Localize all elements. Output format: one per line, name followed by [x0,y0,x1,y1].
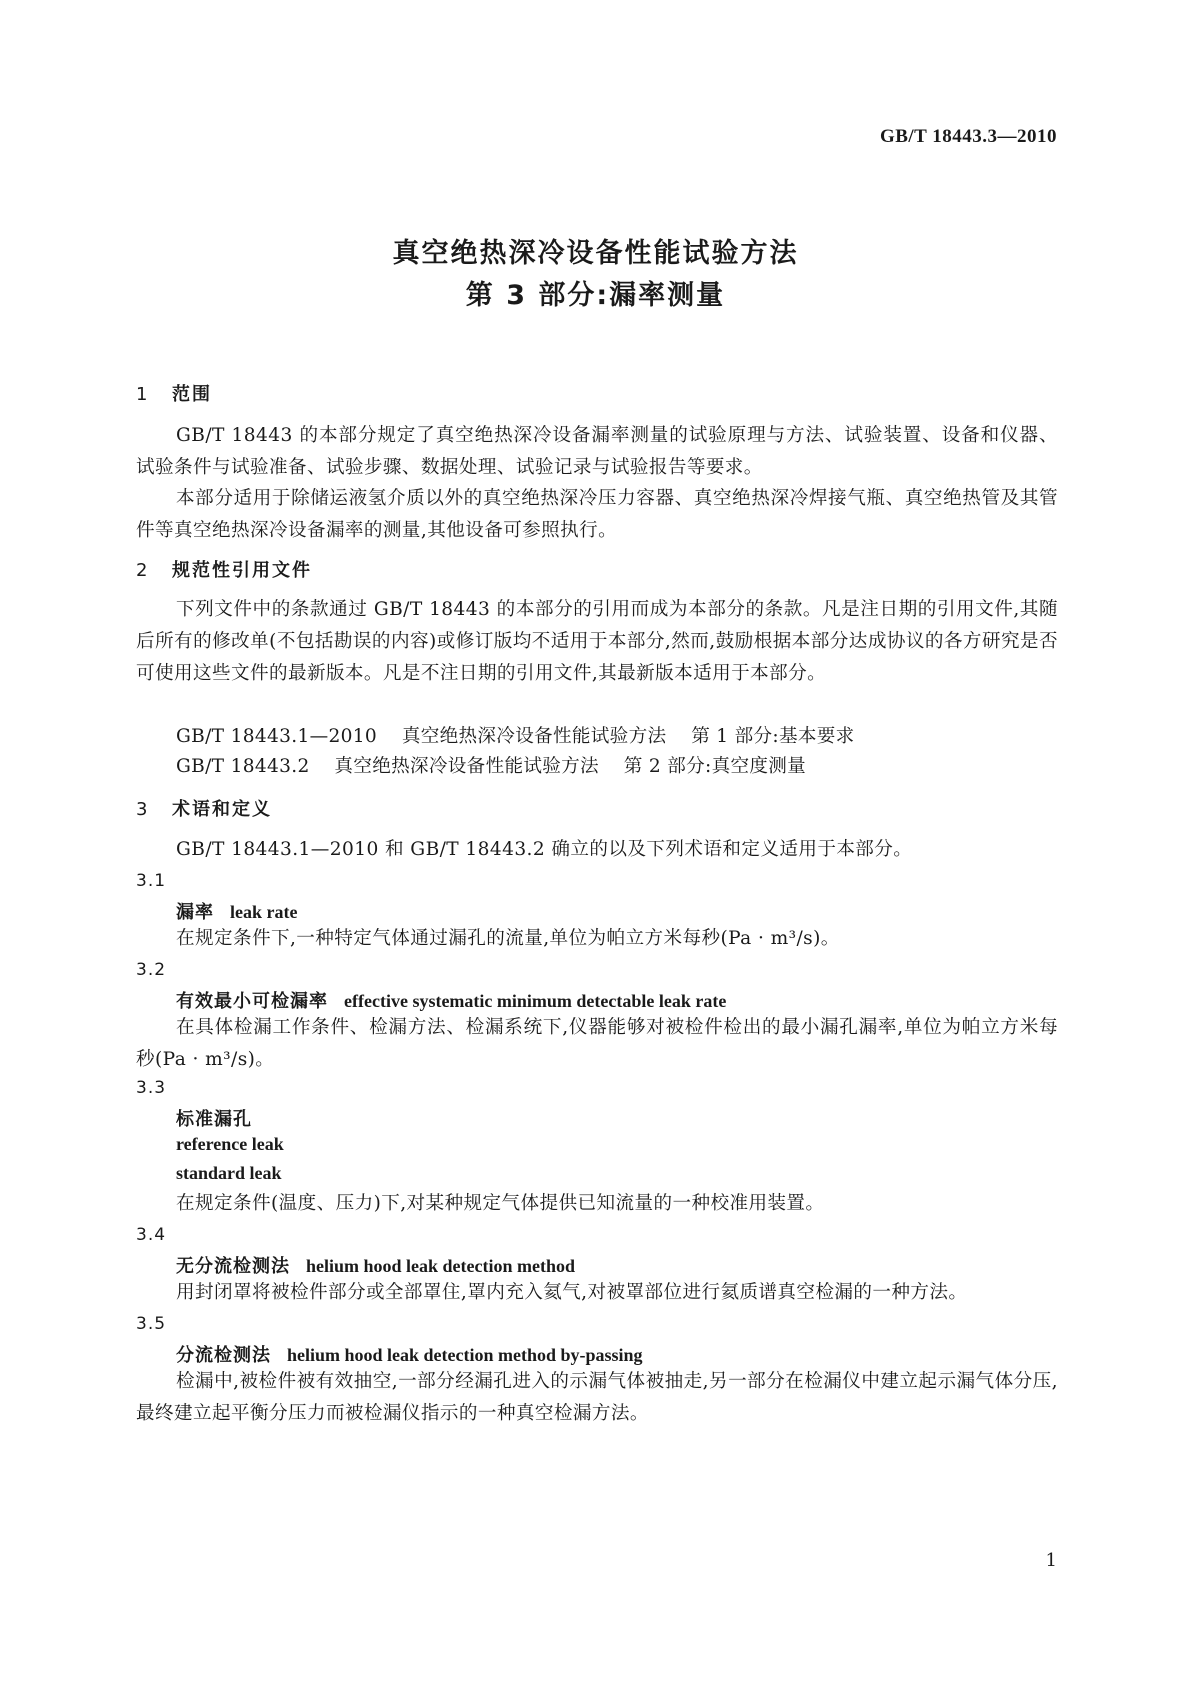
clause-number: 3.4 [136,1225,167,1245]
section-1-heading [136,380,212,406]
term-entry [176,987,726,1013]
page-number: 1 [1045,1550,1057,1571]
section-2-heading [136,556,312,582]
clause-number: 3.1 [136,871,167,891]
term-definition: 检漏中,被检件被有效抽空,一部分经漏孔进入的示漏气体被抽走,另一部分在检漏仪中建立起示漏气体分压,最终建立起平衡分压力而被检漏仪指示的一种真空检漏方法。 [136,1371,1058,1424]
section-1-paragraph-1: GB/T 18443 的本部分规定了真空绝热深冷设备漏率测量的试验原理与方法、试验装置、设备和仪器、试验条件与试验准备、试验步骤、数据处理、试验记录与试验报告等要求。 [136,425,1058,478]
term-definition: 用封闭罩将被检件部分或全部罩住,罩内充入氦气,对被罩部位进行氦质谱真空检漏的一种方法。 [176,1282,968,1303]
clause-number: 3.2 [136,960,167,980]
standard-code: GB/T 18443.3—2010 [879,126,1057,147]
document-subtitle: 第 3 部分:漏率测量 [465,280,726,311]
term-chinese: 有效最小可检漏率 [176,991,328,1012]
term-definition: 在规定条件下,一种特定气体通过漏孔的流量,单位为帕立方米每秒(Pa · m³/s)。 [176,928,840,949]
term-entry [176,898,297,924]
term-chinese: 漏率 [176,902,214,923]
term-english: effective systematic minimum detectable leak rate [344,991,727,1011]
clause-number: 3.3 [136,1078,167,1098]
term-entry [176,1134,284,1155]
term-chinese: 无分流检测法 [176,1256,290,1277]
section-title: 术语和定义 [172,799,272,820]
normative-reference-2: GB/T 18443.2 真空绝热深冷设备性能试验方法 第 2 部分:真空度测量 [176,756,807,777]
section-3-heading [136,795,272,821]
term-entry [176,1105,268,1131]
section-title: 规范性引用文件 [172,560,312,581]
document-title: 真空绝热深冷设备性能试验方法 [392,238,799,269]
section-number: 1 [136,384,150,405]
term-chinese: 标准漏孔 [176,1109,252,1130]
term-chinese: 分流检测法 [176,1345,271,1366]
term-entry [176,1163,282,1184]
section-number: 3 [136,799,150,820]
term-definition: 在具体检漏工作条件、检漏方法、检漏系统下,仪器能够对被检件检出的最小漏孔漏率,单位为帕立方米每秒(Pa · m³/s)。 [136,1017,1058,1070]
term-english: standard leak [176,1163,282,1183]
term-entry [176,1252,575,1278]
normative-reference-1: GB/T 18443.1—2010 真空绝热深冷设备性能试验方法 第 1 部分:基本要求 [176,726,855,747]
clause-number: 3.5 [136,1314,167,1334]
section-2-paragraph: 下列文件中的条款通过 GB/T 18443 的本部分的引用而成为本部分的条款。凡是注日期的引用文件,其随后所有的修改单(不包括勘误的内容)或修订版均不适用于本部分,然而,鼓励根据本部分达成协议的各方研究是否可使用这些文件的最新版本。凡是不注日期的引用文件,其最新版本适用于本部分。 [136,599,1058,684]
section-3-intro: GB/T 18443.1—2010 和 GB/T 18443.2 确立的以及下列术语和定义适用于本部分。 [176,839,913,860]
term-english: helium hood leak detection method by-passing [287,1345,643,1365]
term-english: reference leak [176,1134,284,1154]
term-entry [176,1341,643,1367]
section-number: 2 [136,560,150,581]
section-title: 范围 [172,384,212,405]
section-1-paragraph-2: 本部分适用于除储运液氢介质以外的真空绝热深冷压力容器、真空绝热深冷焊接气瓶、真空绝热管及其管件等真空绝热深冷设备漏率的测量,其他设备可参照执行。 [136,488,1058,541]
term-english: leak rate [230,902,298,922]
term-definition: 在规定条件(温度、压力)下,对某种规定气体提供已知流量的一种校准用装置。 [176,1193,825,1214]
term-english: helium hood leak detection method [306,1256,576,1276]
